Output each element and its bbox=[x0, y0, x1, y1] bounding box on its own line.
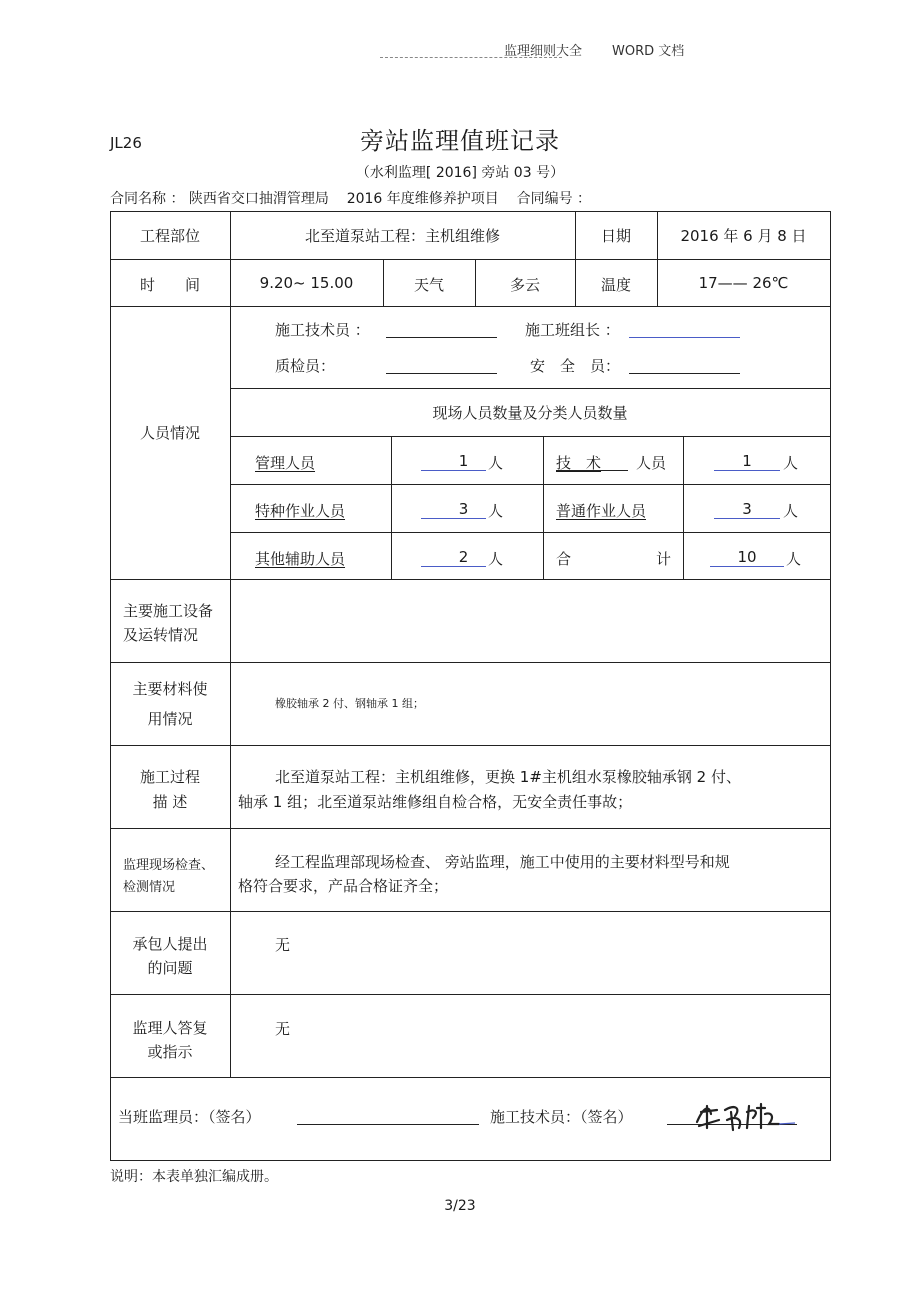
inspection-line-2: 格符合要求，产品合格证齐全； bbox=[238, 877, 449, 895]
count-header: 现场人员数量及分类人员数量 bbox=[432, 404, 628, 422]
table-line bbox=[110, 828, 831, 829]
date-value: 2016 年 6 月 8 日 bbox=[680, 227, 807, 245]
project-value: 北至道泵站工程：主机组维修 bbox=[304, 227, 500, 245]
special-count: 3 bbox=[458, 500, 469, 518]
time-label: 时 间 bbox=[139, 276, 200, 294]
header-right: WORD 文档 bbox=[612, 44, 685, 59]
personnel-label: 人员情况 bbox=[139, 424, 200, 442]
table-line bbox=[683, 436, 684, 579]
tech-sign-label: 施工技术员：（签名） bbox=[490, 1108, 633, 1126]
date-label: 日期 bbox=[600, 227, 631, 245]
supervisor-sign-label: 当班监理员：（签名） bbox=[118, 1108, 261, 1126]
inspection-line-1: 经工程监理部现场检查、 旁站监理，施工中使用的主要材料型号和规 bbox=[275, 853, 730, 871]
tech-unit: 人 bbox=[783, 454, 799, 472]
mgmt-count-line bbox=[421, 470, 486, 471]
aux-label: 其他辅助人员 bbox=[255, 550, 346, 568]
process-line-2: 轴承 1 组；北至道泵站维修组自检合格，无安全责任事故； bbox=[238, 793, 633, 811]
tech-suffix: 人员 bbox=[636, 454, 667, 472]
total-count-line bbox=[710, 566, 784, 567]
table-line bbox=[230, 388, 831, 389]
inspection-label-1: 监理现场检查、 bbox=[123, 858, 215, 873]
contract-line bbox=[110, 188, 591, 208]
total-label-a: 合 bbox=[556, 550, 572, 568]
table-line bbox=[110, 1160, 831, 1161]
supervisor-sign-field bbox=[297, 1124, 479, 1125]
special-unit: 人 bbox=[488, 502, 504, 520]
inspector-field bbox=[386, 373, 497, 374]
process-label-2: 描 述 bbox=[152, 793, 188, 811]
table-line bbox=[110, 994, 831, 995]
weather-label: 天气 bbox=[413, 276, 444, 294]
footnote: 说明：本表单独汇编成册。 bbox=[110, 1169, 278, 1185]
time-value: 9.20~ 15.00 bbox=[259, 274, 354, 292]
table-line bbox=[110, 579, 831, 580]
weather-value: 多云 bbox=[509, 276, 540, 294]
table-line bbox=[230, 436, 831, 437]
materials-value: 橡胶轴承 2 付、钢轴承 1 组； bbox=[275, 697, 424, 710]
issues-label-1: 承包人提出 bbox=[132, 935, 208, 953]
page-subtitle: （水利监理[ 2016] 旁站 03 号） bbox=[355, 165, 565, 181]
special-count-line bbox=[421, 518, 486, 519]
aux-count-line bbox=[421, 566, 486, 567]
general-unit: 人 bbox=[783, 502, 799, 520]
table-line bbox=[110, 306, 831, 307]
tech-staff-label: 施工技术员 ： bbox=[275, 321, 370, 339]
reply-label-1: 监理人答复 bbox=[132, 1019, 208, 1037]
table-line bbox=[830, 211, 831, 1160]
mgmt-count: 1 bbox=[458, 452, 469, 470]
header-left: 监理细则大全 bbox=[504, 44, 583, 59]
header-divider bbox=[380, 57, 562, 58]
mgmt-unit: 人 bbox=[488, 454, 504, 472]
mgmt-label: 管理人员 bbox=[255, 454, 316, 472]
aux-unit: 人 bbox=[488, 550, 504, 568]
table-line bbox=[230, 532, 831, 533]
page-title: 旁站监理值班记录 bbox=[360, 127, 560, 155]
equipment-label-2: 及运转情况 bbox=[123, 626, 199, 644]
table-line bbox=[543, 436, 544, 579]
table-line bbox=[110, 211, 831, 212]
team-leader-field bbox=[629, 337, 740, 338]
safety-label: 安 全 员： bbox=[530, 357, 621, 375]
materials-label-1: 主要材料使 bbox=[132, 680, 208, 698]
table-line bbox=[230, 484, 831, 485]
table-line bbox=[230, 211, 231, 1077]
general-count-line bbox=[714, 518, 780, 519]
process-line-1: 北至道泵站工程：主机组维修，更换 1#主机组水泵橡胶轴承钢 2 付、 bbox=[275, 768, 741, 786]
inspection-label-2: 检测情况 bbox=[123, 880, 176, 895]
contract-name-value: 陕西省交口抽渭管理局 2016 年度维修养护项目 bbox=[188, 191, 499, 207]
table-line bbox=[391, 436, 392, 579]
safety-field bbox=[629, 373, 740, 374]
equipment-label-1: 主要施工设备 bbox=[123, 602, 214, 620]
total-label-b: 计 bbox=[656, 550, 672, 568]
doc-code: JL26 bbox=[110, 134, 142, 152]
project-label: 工程部位 bbox=[139, 227, 200, 245]
tech-label: 技 术 bbox=[556, 454, 602, 472]
inspector-label: 质检员： bbox=[275, 357, 336, 375]
general-count: 3 bbox=[742, 500, 752, 518]
aux-count: 2 bbox=[458, 548, 469, 566]
handwritten-signature bbox=[695, 1098, 805, 1134]
materials-label-2: 用情况 bbox=[147, 710, 193, 728]
reply-value: 无 bbox=[275, 1020, 291, 1038]
temp-label: 温度 bbox=[600, 276, 631, 294]
general-label: 普通作业人员 bbox=[556, 502, 647, 520]
table-line bbox=[110, 662, 831, 663]
tech-count: 1 bbox=[742, 452, 752, 470]
temp-value: 17—— 26℃ bbox=[698, 274, 789, 292]
tech-staff-field bbox=[386, 337, 497, 338]
contract-name-label: 合同名称 ： bbox=[110, 191, 185, 207]
total-count: 10 bbox=[737, 548, 757, 566]
table-line bbox=[110, 1077, 831, 1078]
table-line bbox=[110, 259, 831, 260]
team-leader-label: 施工班组长 ： bbox=[525, 321, 620, 339]
process-label-1: 施工过程 bbox=[139, 768, 200, 786]
table-line bbox=[110, 911, 831, 912]
tech-label-line bbox=[556, 470, 628, 471]
reply-label-2: 或指示 bbox=[147, 1043, 193, 1061]
page-number: 3/23 bbox=[444, 1198, 476, 1214]
contract-number-label: 合同编号 ： bbox=[516, 191, 592, 207]
tech-count-line bbox=[714, 470, 780, 471]
issues-label-2: 的问题 bbox=[147, 959, 193, 977]
table-line bbox=[110, 745, 831, 746]
issues-value: 无 bbox=[275, 936, 291, 954]
special-label: 特种作业人员 bbox=[255, 502, 346, 520]
total-unit: 人 bbox=[786, 550, 802, 568]
